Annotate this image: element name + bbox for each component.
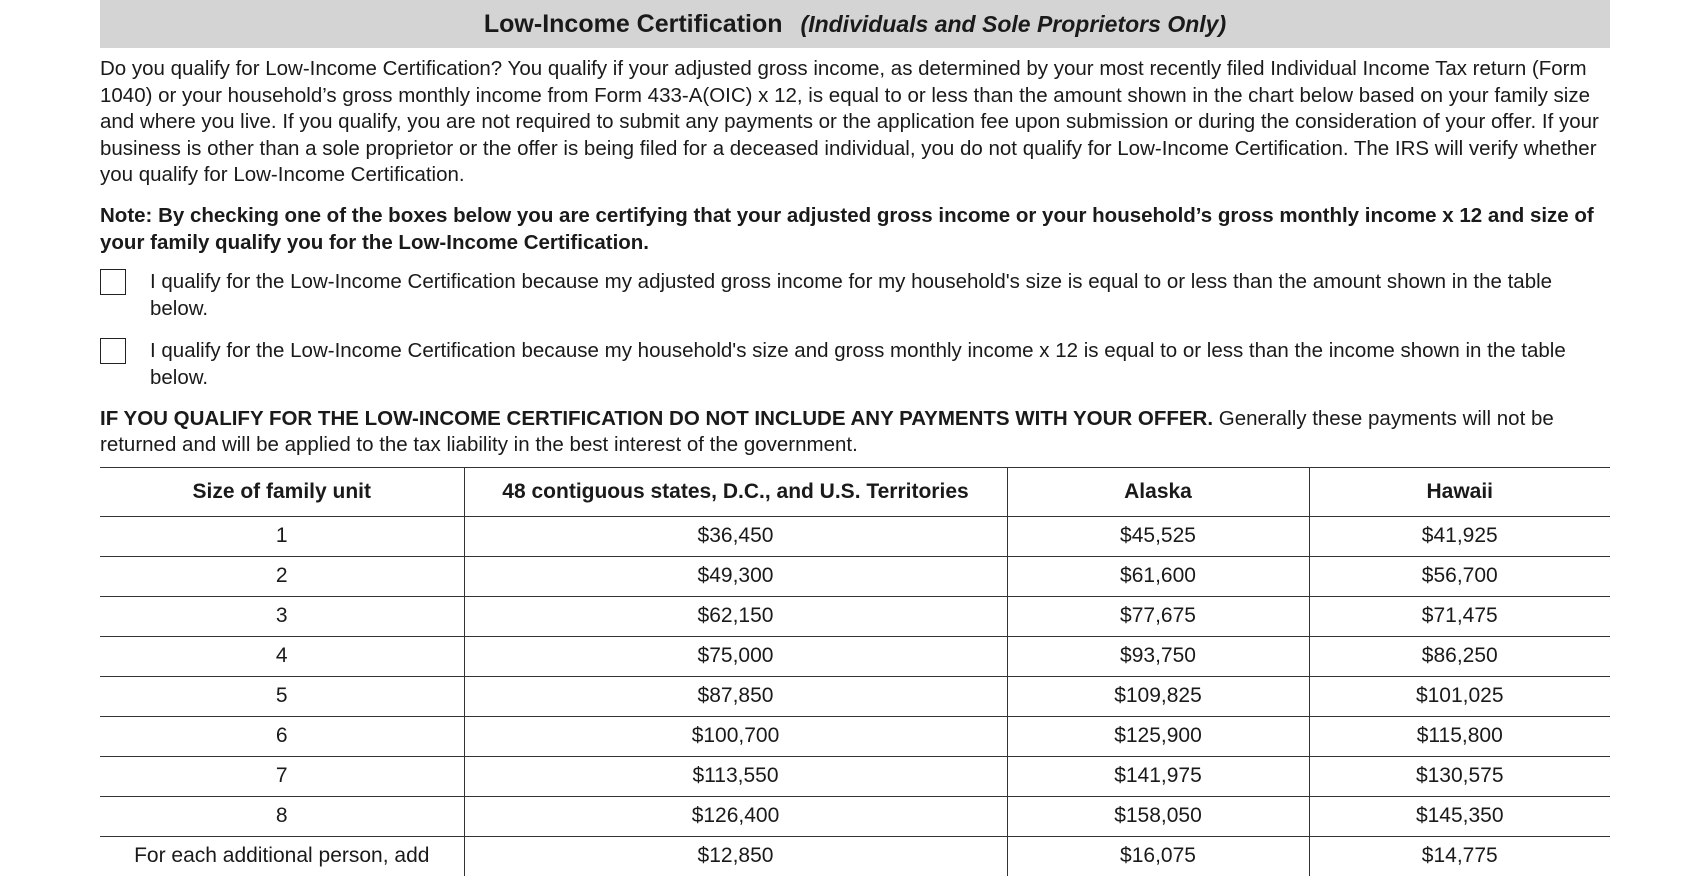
alaska-cell: $16,075 [1007, 836, 1309, 876]
payment-warning-rest: Generally these payments will not be returned and will be applied to the tax liability in the best interest of the government. [100, 406, 1554, 457]
contiguous-states-cell: $126,400 [464, 796, 1007, 836]
family-size-cell: 5 [100, 676, 464, 716]
table-row [100, 516, 1610, 556]
monthly-income-option-label: I qualify for the Low-Income Certification because my household's size and gross monthly income x 12 is equal to or less than the income shown in the table below. [150, 339, 1566, 389]
table-row [100, 556, 1610, 596]
header-contiguous-states: 48 contiguous states, D.C., and U.S. Territories [464, 467, 1007, 516]
header-hawaii: Hawaii [1309, 467, 1610, 516]
payment-warning-bold: IF YOU QUALIFY FOR THE LOW-INCOME CERTIFICATION DO NOT INCLUDE ANY PAYMENTS WITH YOUR OFFER. [100, 406, 1214, 430]
hawaii-cell: $56,700 [1309, 556, 1610, 596]
contiguous-states-cell: $87,850 [464, 676, 1007, 716]
payment-warning [100, 406, 1610, 459]
table-row [100, 636, 1610, 676]
table-row [100, 676, 1610, 716]
contiguous-states-cell: $12,850 [464, 836, 1007, 876]
hawaii-cell: $130,575 [1309, 756, 1610, 796]
alaska-cell: $109,825 [1007, 676, 1309, 716]
family-size-cell: 4 [100, 636, 464, 676]
family-size-cell: 8 [100, 796, 464, 836]
contiguous-states-cell: $36,450 [464, 516, 1007, 556]
contiguous-states-cell: $100,700 [464, 716, 1007, 756]
hawaii-cell: $145,350 [1309, 796, 1610, 836]
alaska-cell: $61,600 [1007, 556, 1309, 596]
option-agi [100, 269, 1610, 322]
hawaii-cell: $86,250 [1309, 636, 1610, 676]
option-monthly-income [100, 338, 1610, 391]
family-size-cell: 3 [100, 596, 464, 636]
family-size-cell: For each additional person, add [100, 836, 464, 876]
low-income-certification-section [100, 0, 1610, 876]
family-size-cell: 2 [100, 556, 464, 596]
header-family-size: Size of family unit [100, 467, 464, 516]
certification-note: Note: By checking one of the boxes below you are certifying that your adjusted gross income or your household’s gross monthly income x 12 and size of your family qualify you for the Low-Income Certification. [100, 203, 1594, 254]
hawaii-cell: $41,925 [1309, 516, 1610, 556]
income-threshold-table [100, 467, 1610, 876]
table-header-row [100, 467, 1610, 516]
section-title-bar [100, 0, 1610, 48]
table-row [100, 836, 1610, 876]
contiguous-states-cell: $75,000 [464, 636, 1007, 676]
family-size-cell: 1 [100, 516, 464, 556]
hawaii-cell: $14,775 [1309, 836, 1610, 876]
table-row [100, 796, 1610, 836]
agi-checkbox[interactable] [100, 269, 126, 295]
section-title: Low-Income Certification [483, 9, 783, 38]
intro-paragraph: Do you qualify for Low-Income Certification? You qualify if your adjusted gross income, as determined by your most recently filed Individual Income Tax return (Form 1040) or your household’s gross monthly income from Form 433-A(OIC) x 12, is equal to or less than the amount shown in the chart below based on your family size and where you live. If you qualify, you are not required to submit any payments or the application fee upon submission or during the consideration of your offer. If your business is other than a sole proprietor or the offer is being filed for a deceased individual, you do not qualify for Low-Income Certification. The IRS will verify whether you qualify for Low-Income Certification. [100, 57, 1599, 187]
contiguous-states-cell: $113,550 [464, 756, 1007, 796]
alaska-cell: $141,975 [1007, 756, 1309, 796]
header-alaska: Alaska [1007, 467, 1309, 516]
hawaii-cell: $115,800 [1309, 716, 1610, 756]
section-subtitle: (Individuals and Sole Proprietors Only) [800, 10, 1227, 37]
alaska-cell: $125,900 [1007, 716, 1309, 756]
agi-option-label: I qualify for the Low-Income Certification because my adjusted gross income for my household's size is equal to or less than the amount shown in the table below. [150, 270, 1553, 320]
table-body [100, 516, 1610, 876]
family-size-cell: 6 [100, 716, 464, 756]
hawaii-cell: $71,475 [1309, 596, 1610, 636]
table-row [100, 756, 1610, 796]
contiguous-states-cell: $62,150 [464, 596, 1007, 636]
alaska-cell: $158,050 [1007, 796, 1309, 836]
hawaii-cell: $101,025 [1309, 676, 1610, 716]
table-row [100, 596, 1610, 636]
alaska-cell: $45,525 [1007, 516, 1309, 556]
table-row [100, 716, 1610, 756]
contiguous-states-cell: $49,300 [464, 556, 1007, 596]
monthly-income-checkbox[interactable] [100, 338, 126, 364]
alaska-cell: $93,750 [1007, 636, 1309, 676]
alaska-cell: $77,675 [1007, 596, 1309, 636]
family-size-cell: 7 [100, 756, 464, 796]
